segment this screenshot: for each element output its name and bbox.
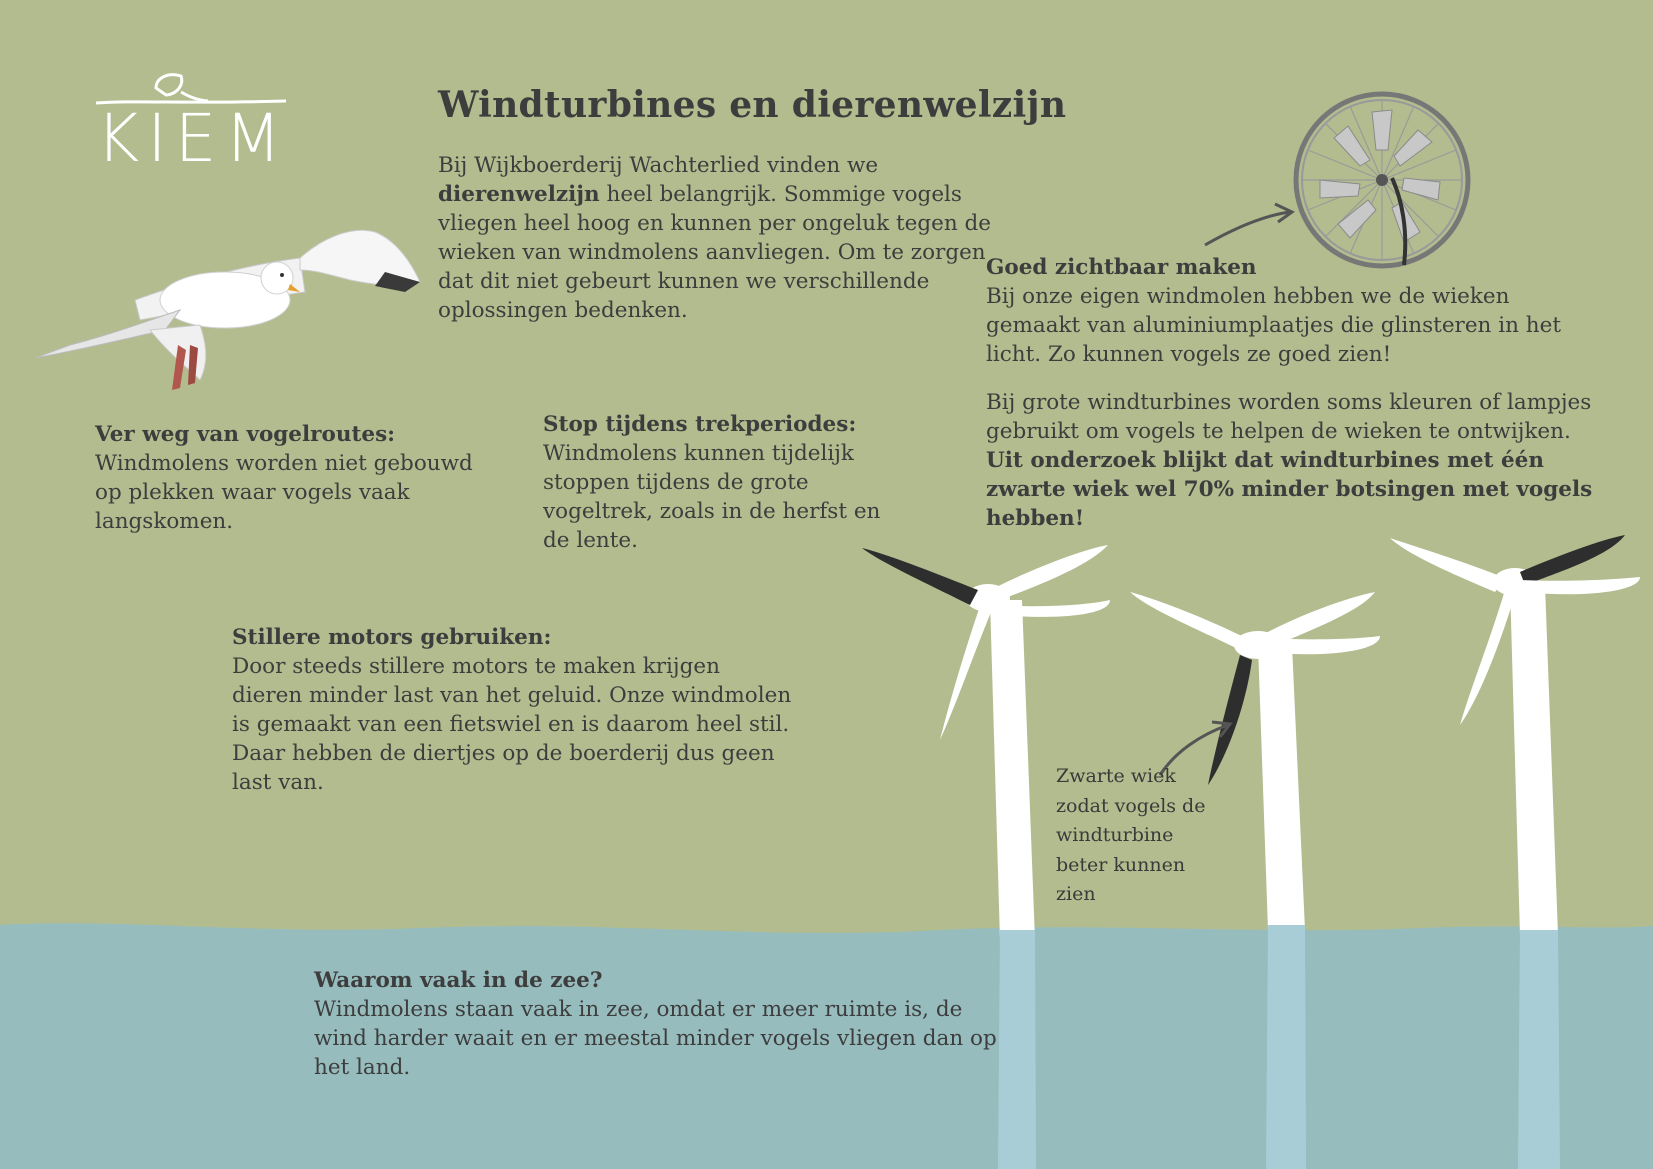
grote-turbines-bold: Uit onderzoek blijkt dat windturbines met één zwarte wiek wel 70% minder botsingen met vogels hebben! xyxy=(986,448,1593,531)
intro-text-2: heel belangrijk. Sommige vogels vliegen heel hoog en kunnen per ongeluk tegen de wieken van windmolens aanvliegen. Om te zorgen dat dit niet gebeurt kunnen we verschillende oplossingen bedenken. xyxy=(438,182,991,323)
zee-text: Windmolens staan vaak in zee, omdat er meer ruimte is, de wind harder waait en er meestal minder vogels vliegen dan op het land. xyxy=(314,997,997,1080)
goed-zichtbaar-heading: Goed zichtbaar maken xyxy=(986,255,1257,280)
ver-weg-text: Windmolens worden niet gebouwd op plekken waar vogels vaak langskomen. xyxy=(95,451,473,534)
logo-wordmark: KIEM xyxy=(96,100,290,177)
stillere-motors-text: Door steeds stillere motors te maken krijgen dieren minder last van het geluid. Onze windmolen is gemaakt van een fietswiel en is daarom heel stil. Daar hebben de diertjes op de boerderij dus geen last van. xyxy=(232,654,792,795)
page-title: Windturbines en dierenwelzijn xyxy=(438,84,1067,126)
ver-weg-section xyxy=(95,420,495,536)
intro-paragraph xyxy=(438,151,998,325)
bicycle-wheel-windmill xyxy=(1296,94,1468,266)
zee-heading: Waarom vaak in de zee? xyxy=(314,968,603,993)
stillere-motors-heading: Stillere motors gebruiken: xyxy=(232,625,552,650)
kiem-logo xyxy=(96,70,290,180)
stop-section xyxy=(543,410,883,555)
intro-bold: dierenwelzijn xyxy=(438,182,600,207)
arrow-to-bicycle-wheel xyxy=(1205,212,1290,245)
stillere-motors-section xyxy=(232,623,792,797)
goed-zichtbaar-text: Bij onze eigen windmolen hebben we de wieken gemaakt van aluminiumplaatjes die glinsteren in het licht. Zo kunnen vogels ze goed zien! xyxy=(986,284,1561,367)
intro-text-1: Bij Wijkboerderij Wachterlied vinden we xyxy=(438,153,879,178)
seagull-illustration xyxy=(35,230,420,390)
zee-section xyxy=(314,966,1014,1082)
grote-turbines-text: Bij grote windturbines worden soms kleuren of lampjes gebruikt om vogels te helpen de wieken te ontwijken. xyxy=(986,390,1592,444)
stop-text: Windmolens kunnen tijdelijk stoppen tijdens de grote vogeltrek, zoals in de herfst en de lente. xyxy=(543,441,881,553)
goed-zichtbaar-section xyxy=(986,253,1606,369)
ver-weg-heading: Ver weg van vogelroutes: xyxy=(95,422,396,447)
stop-heading: Stop tijdens trekperiodes: xyxy=(543,412,857,437)
grote-turbines-paragraph xyxy=(986,388,1606,533)
black-blade-caption: Zwarte wiek zodat vogels de windturbine beter kunnen zien xyxy=(1056,765,1206,905)
